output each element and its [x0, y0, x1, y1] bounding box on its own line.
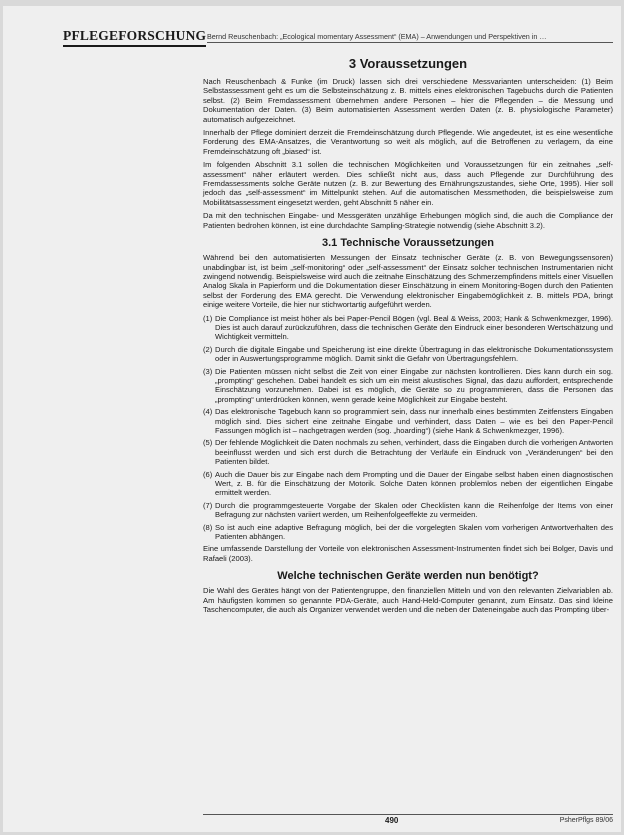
item-number: (6)	[203, 469, 213, 479]
item-number: (7)	[203, 500, 213, 510]
document-page	[3, 6, 621, 832]
item-text: Das elektronische Tagebuch kann so programmiert sein, dass nur innerhalb eines bestimmten Zeitfensters Eingaben möglich sind. Dies sichert eine zeitnahe Eingabe und verhindert, dass Daten – wie es bei den Paper-Pencil Fassungen möglich ist – nachgetragen werden (sog. „hoarding“) (siehe Hank & Schwenkmezger, 1996).	[215, 407, 613, 435]
paragraph: Eine umfassende Darstellung der Vorteile von elektronischen Assessment-Instrumenten findet sich bei Bolger, Davis und Rafaeli (2003).	[203, 544, 613, 563]
paragraph: Im folgenden Abschnitt 3.1 sollen die technischen Möglichkeiten und Voraussetzungen für ein zeitnahes „self-assessment“ näher erläutert werden. Dies schließt nicht aus, dass auch Pflegende zur Durchführung des Fremdassessments solche Geräte nutzen (z. B. zur Bewertung des Ernährungszustandes, siehe Orte, 1995). Hier soll jedoch das „self-assessment“ im Mittelpunkt stehen. Auf die automatischen Messmethoden, die beispielsweise zum Mobilitätsassessment eingesetzt werden, geht Abschnitt 5 näher ein.	[203, 160, 613, 207]
item-text: Die Patienten müssen nicht selbst die Zeit von einer Eingabe zur nächsten kontrollieren. Dies kann durch ein sog. „prompting“ geschehen. Dabei handelt es sich um ein meist akustisches Signal, das dazu auffordert, entsprechende Einschätzung vorzunehmen. Dabei ist es möglich, die Geräte so zu programmieren, dass die Personen das „prompting“ unterdrücken können, wenn gerade keine Möglichkeit zur Eingabe besteht.	[215, 366, 613, 404]
journal-brand: PFLEGEFORSCHUNG	[63, 28, 206, 47]
numbered-item	[203, 314, 613, 342]
numbered-item	[203, 407, 613, 435]
item-text: Die Compliance ist meist höher als bei Paper-Pencil Bögen (vgl. Beal & Weiss, 2003; Hank & Schwenkmezger, 1996). Dies ist auch darauf zurückzuführen, dass die technischen Geräte den Eindruck einer besonderen Wertschätzung und Wichtigkeit vermitteln.	[215, 313, 613, 342]
item-number: (8)	[203, 522, 213, 532]
page-header	[3, 28, 621, 52]
numbered-item	[203, 367, 613, 405]
article-body	[203, 56, 613, 619]
item-number: (3)	[203, 366, 213, 376]
numbered-item	[203, 470, 613, 498]
item-text: Der fehlende Möglichkeit die Daten nochmals zu sehen, verhindert, dass die Eingaben durch die vorherigen Antworten beeinflusst werden und sich erst durch die Betrachtung der Verläufe ein Eindruck von „Veränderungen“ bei den Patienten bildet.	[215, 438, 613, 467]
numbered-item	[203, 523, 613, 542]
paragraph: Während bei den automatisierten Messungen der Einsatz technischer Geräte (z. B. von Bewegungssensoren) unabdingbar ist, ist beim „self-monitoring“ oder „self-assessment“ der Einsatz solcher technischen Instrumentarien nicht zwingend notwendig. Beispielsweise wird auch die zeitnahe Einschätzung des Schmerzempfindens mittels einer Visuellen Analog Skala in Papierform und die Dokumentation dieser Einschätzung in einem Monitoring-Bogen durch den Patienten selbst der Forderung des EMA gerecht. Die Verwendung elektronischer Eingabemöglichkeit z. B. mittels PDA, bringt einige weitere Vorteile, die hier nur stichwortartig aufgeführt werden.	[203, 253, 613, 310]
paragraph: Da mit den technischen Eingabe- und Messgeräten unzählige Erhebungen möglich sind, die auch die Compliance der Patienten bedrohen können, ist eine durchdachte Sampling-Strategie notwendig (siehe Abschnitt 3.2).	[203, 211, 613, 230]
item-number: (2)	[203, 344, 213, 354]
item-number: (4)	[203, 407, 213, 417]
paragraph: Innerhalb der Pflege dominiert derzeit die Fremdeinschätzung durch Pflegende. Wie angedeutet, ist es eine wesentliche Forderung des EMA-Ansatzes, die Verantwortung so weit als möglich, auf die Betroffenen zu verlagern, da eine Fremdeinschätzung oft „biased“ ist.	[203, 128, 613, 156]
page-number: 490	[381, 816, 402, 825]
journal-reference: PsherPflgs 89/06	[559, 817, 613, 824]
paragraph: Nach Reuschenbach & Funke (im Druck) lassen sich drei verschiedene Messvarianten unterscheiden: (1) Beim Selbstassessment geht es um die Selbsteinschätzung z. B. mittels eines elektronischen Tagebuchs durch die Patienten selbst. (2) Beim Fremdassessment übernehmen andere Personen – hier die Pflegenden – die Messung und Dokumentation der Daten. (3) Beim automatisierten Assessment werden Daten (z. B. physiologische Parameter) automatisch aufgezeichnet.	[203, 77, 613, 124]
numbered-item	[203, 501, 613, 520]
page-footer	[203, 814, 613, 829]
numbered-item	[203, 438, 613, 466]
running-title: Bernd Reuschenbach: „Ecological momentary Assessment“ (EMA) – Anwendungen und Perspektiven in …	[207, 32, 613, 43]
paragraph: Die Wahl des Gerätes hängt von der Patientengruppe, den finanziellen Mitteln und von den relevanten Zielvariablen ab. Am häufigsten kommen so genannte PDA-Geräte, auch Hand-Held-Computer genannt, zum Einsatz. Das sind kleine Taschencomputer, die auch als Organizer verwendet werden und die neben der Dateneingabe auch das Prompting über-	[203, 586, 613, 615]
numbered-item	[203, 345, 613, 364]
item-number: (5)	[203, 438, 213, 448]
item-text: Durch die digitale Eingabe und Speicherung ist eine direkte Übertragung in das elektronische Dokumentationssystem oder in Auswertungsprogramme möglich. Damit sinkt die Gefahr von Übertragungsfehlern.	[215, 344, 613, 364]
subsection-title: 3.1 Technische Voraussetzungen	[322, 237, 494, 250]
subsection-title: Welche technischen Geräte werden nun benötigt?	[277, 570, 539, 583]
item-number: (1)	[203, 313, 213, 323]
item-text: Durch die programmgesteuerte Vorgabe der Skalen oder Checklisten kann die Reihenfolge der Items von einer Befragung zur nächsten variiert werden, um Reihenfolgeeffekte zu vermeiden.	[215, 500, 613, 520]
item-text: So ist auch eine adaptive Befragung möglich, bei der die vorgelegten Skalen vom vorherigen Antwortverhalten des Patienten abhängen.	[215, 522, 613, 542]
item-text: Auch die Dauer bis zur Eingabe nach dem Prompting und die Dauer der Eingabe selbst haben einen diagnostischen Wert, z. B. für die Einschätzung der Motorik. Solche Daten können problemlos neben der eigentlichen Eingabe ermittelt werden.	[215, 469, 613, 498]
section-title: 3 Voraussetzungen	[348, 56, 468, 71]
